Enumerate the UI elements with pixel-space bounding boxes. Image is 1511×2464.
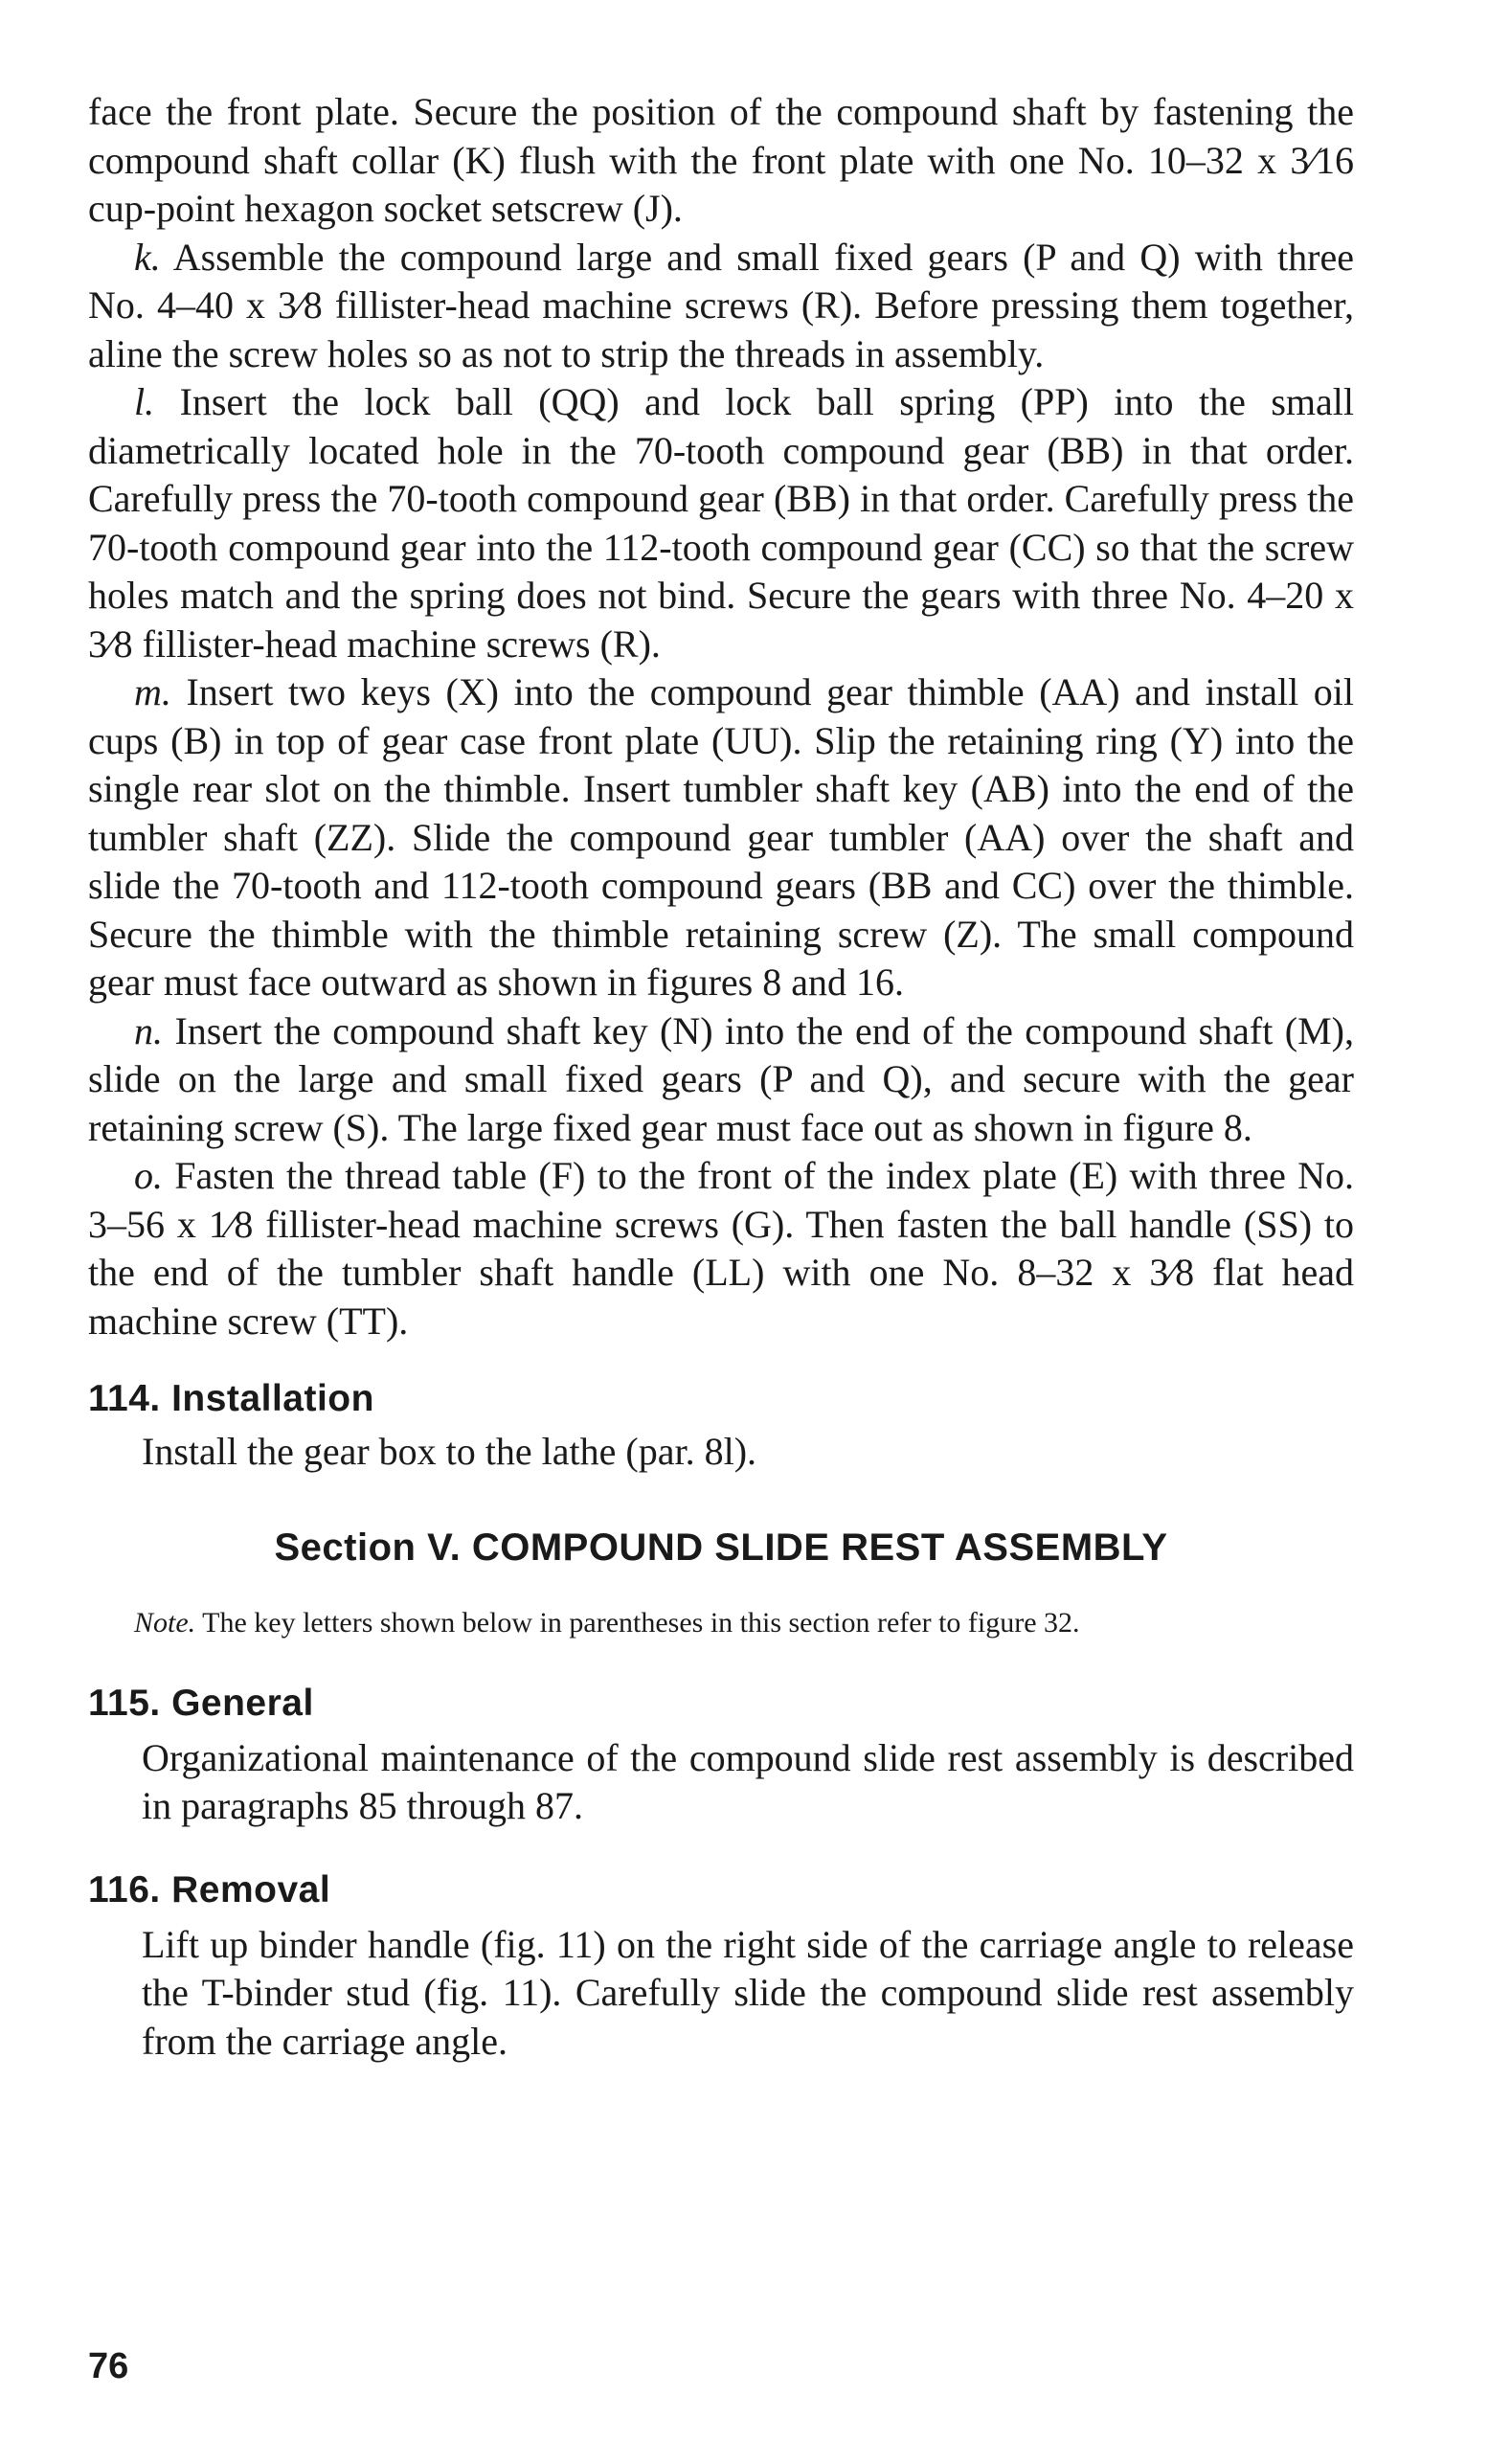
paragraph-114: Install the gear box to the lathe (par. 8l).: [142, 1430, 757, 1473]
step-k: [88, 234, 1354, 379]
step-n: [88, 1007, 1354, 1153]
step-key: n.: [134, 1008, 163, 1052]
step-o: [88, 1152, 1354, 1345]
step-m: [88, 668, 1354, 1007]
page-number: 76: [88, 2346, 129, 2386]
step-l: [88, 378, 1354, 668]
paragraph-116: Lift up binder handle (fig. 11) on the right side of the carriage angle to release the T-binder stud (fig. 11). Carefully slide the compound slide rest assembly from the carriage angle.: [142, 1922, 1354, 2063]
page-body: [88, 88, 1354, 2066]
step-key: o.: [134, 1154, 163, 1197]
section-title: Section V. COMPOUND SLIDE REST ASSEMBLY: [274, 1526, 1168, 1569]
note-label: Note.: [134, 1606, 196, 1639]
paragraph-115: Organizational maintenance of the compound slide rest assembly is described in paragraphs 85 through 87.: [142, 1735, 1354, 1827]
step-text: Fasten the thread table (F) to the front of the index plate (E) with three No. 3–56 x 1⁄8 fillister-head machine screws (G). Then fasten the ball handle (SS) to the end of the tumbler shaft handle (LL) with one No. 8–32 x 3⁄8 flat head machine screw (TT).: [88, 1154, 1355, 1343]
step-text: Assemble the compound large and small fixed gears (P and Q) with three No. 4–40 x 3⁄8 fillister-head machine screws (R). Before pressing them together, aline the screw holes so as not to strip the threads in assembly.: [88, 235, 1354, 375]
note: [88, 1602, 1354, 1644]
note-text: The key letters shown below in parentheses in this section refer to figure 32.: [202, 1606, 1080, 1639]
heading-116: 116. Removal: [88, 1868, 331, 1910]
continuation-paragraph: face the front plate. Secure the position of the compound shaft by fastening the compound shaft collar (K) flush with the front plate with one No. 10–32 x 3⁄16 cup-point hexagon socket setscrew (J).: [88, 90, 1354, 230]
step-text: Insert two keys (X) into the compound gear thimble (AA) and install oil cups (B) in top of gear case front plate (UU). Slip the retaining ring (Y) into the single rear slot on the thimble. Insert tumbler shaft key (AB) into the end of the tumbler shaft (ZZ). Slide the compound gear tumbler (AA) over the shaft and slide the 70-tooth and 112-tooth compound gears (BB and CC) over the thimble. Secure the thimble with the thimble retaining screw (Z). The small compound gear must face outward as shown in figures 8 and 16.: [88, 670, 1354, 1004]
step-key: m.: [134, 670, 171, 713]
heading-114: 114. Installation: [88, 1378, 374, 1419]
step-key: k.: [134, 235, 161, 279]
step-text: Insert the lock ball (QQ) and lock ball spring (PP) into the small diametrically located hole in the 70-tooth compound gear (BB) in that order. Carefully press the 70-tooth compound gear (BB) in that order. Carefully press the 70-tooth compound gear into the 112-tooth compound gear (CC) so that the screw holes match and the spring does not bind. Secure the gears with three No. 4–20 x 3⁄8 fillister-head machine screws (R).: [88, 380, 1354, 666]
step-text: Insert the compound shaft key (N) into the end of the compound shaft (M), slide on the large and small fixed gears (P and Q), and secure with the gear retaining screw (S). The large fixed gear must face out as shown in figure 8.: [88, 1008, 1354, 1149]
step-key: l.: [134, 380, 155, 423]
heading-115: 115. General: [88, 1682, 314, 1724]
